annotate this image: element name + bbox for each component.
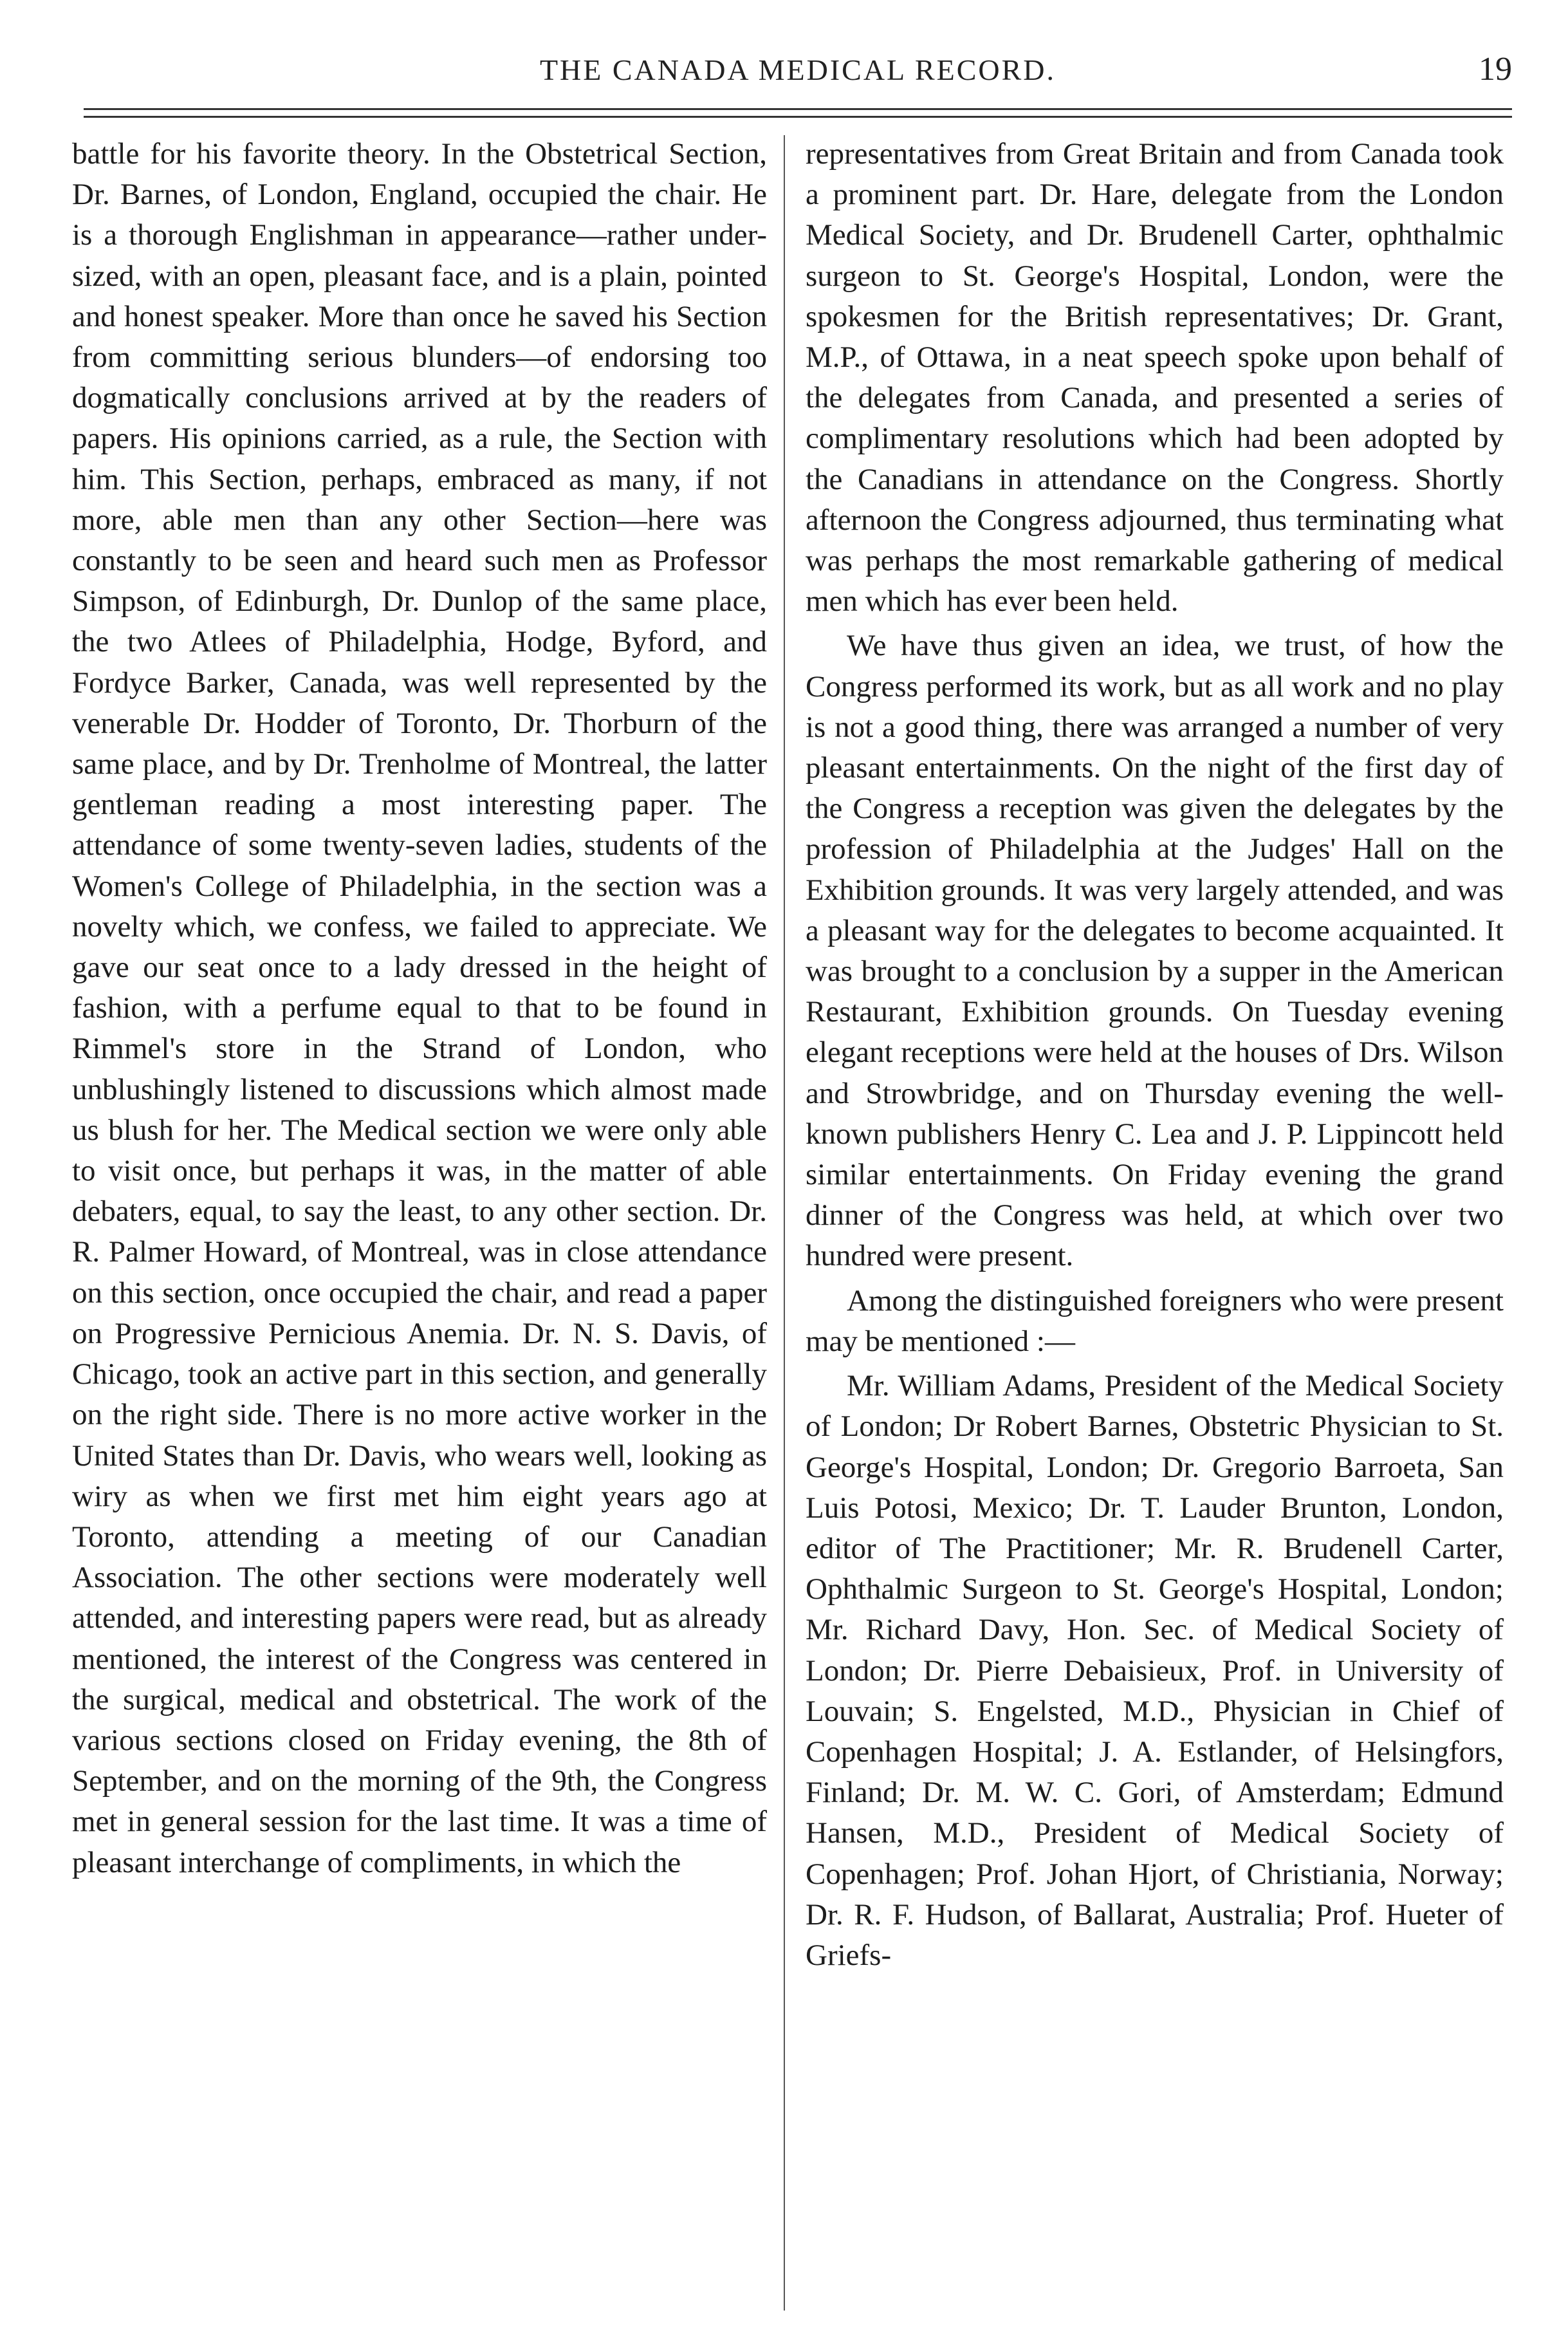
page-header	[84, 45, 1512, 97]
header-rule-top	[84, 108, 1512, 110]
column-divider	[784, 135, 785, 2311]
right-paragraph-3: Among the distinguished foreigners who were present may be mentioned :—	[806, 1283, 1504, 1358]
left-paragraph-1: battle for his favorite theory. In the Obstetrical Section, Dr. Barnes, of London, England, occupied the chair. He is a thorough Englishman in appearance—rather under-sized, with an open, pleasant face, and is a plain, pointed and honest speaker. More than once he saved his Section from committing serious blunders—of endorsing too dogmatically conclusions arrived at by the readers of papers. His opinions carried, as a rule, the Section with him. This Section, perhaps, embraced as many, if not more, able men than any other Section—here was constantly to be seen and heard such men as Professor Simpson, of Edinburgh, Dr. Dunlop of the same place, the two Atlees of Philadelphia, Hodge, Byford, and Fordyce Barker, Canada, was well represented by the venerable Dr. Hodder of Toronto, Dr. Thorburn of the same place, and by Dr. Trenholme of Montreal, the latter gentleman reading a most interesting paper. The attendance of some twenty-seven ladies, students of the Women's College of Philadelphia, in the section was a novelty which, we confess, we failed to appreciate. We gave our seat once to a lady dressed in the height of fashion, with a perfume equal to that to be found in Rimmel's store in the Strand of London, who unblushingly listened to discussions which almost made us blush for her. The Medical section we were only able to visit once, but perhaps it was, in the matter of able debaters, equal, to say the least, to any other section. Dr. R. Palmer Howard, of Montreal, was in close attendance on this section, once occupied the chair, and read a paper on Progressive Pernicious Anemia. Dr. N. S. Davis, of Chicago, took an active part in this section, and generally on the right side. There is no more active worker in the United States than Dr. Davis, who wears well, looking as wiry as when we first met him eight years ago at Toronto, attending a meeting of our Canadian Association. The other sections were moderately well attended, and interesting papers were read, but as already mentioned, the interest of the Congress was centered in the surgical, medical and obstetrical. The work of the various sections closed on Friday evening, the 8th of September, and on the morning of the 9th, the Congress met in general session for the last time. It was a time of pleasant interchange of compliments, in which the	[72, 137, 767, 1879]
right-paragraph-2: We have thus given an idea, we trust, of how the Congress performed its work, but as all work and no play is not a good thing, there was arranged a number of very pleasant entertainments. On the night of the first day of the Congress a reception was given the delegates by the profession of Philadelphia at the Judges' Hall on the Exhibition grounds. It was very largely attended, and was a pleasant way for the delegates to become acquainted. It was brought to a conclusion by a supper in the American Restaurant, Exhibition grounds. On Tuesday evening elegant receptions were held at the houses of Drs. Wilson and Strowbridge, and on Thursday evening the well-known publishers Henry C. Lea and J. P. Lippincott held similar entertainments. On Friday evening the grand dinner of the Congress was held, at which over two hundred were present.	[806, 629, 1504, 1273]
right-column	[806, 134, 1504, 1976]
running-title: THE CANADA MEDICAL RECORD.	[539, 53, 1056, 86]
left-column	[72, 134, 767, 1883]
page-number: 19	[1479, 51, 1512, 88]
right-paragraph-1: representatives from Great Britain and from Canada took a prominent part. Dr. Hare, delegate from the London Medical Society, and Dr. Brudenell Carter, ophthalmic surgeon to St. George's Hospital, London, were the spokesmen for the British representatives; Dr. Grant, M.P., of Ottawa, in a neat speech spoke upon behalf of the delegates from Canada, and presented a series of complimentary resolutions which had been adopted by the Canadians in attendance on the Congress. Shortly afternoon the Congress adjourned, thus terminating what was perhaps the most remarkable gathering of medical men which has ever been held.	[806, 137, 1504, 619]
header-rule-bottom	[84, 116, 1512, 118]
right-paragraph-4: Mr. William Adams, President of the Medical Society of London; Dr Robert Barnes, Obstetric Physician to St. George's Hospital, London; Dr. Gregorio Barroeta, San Luis Potosi, Mexico; Dr. T. Lauder Brunton, London, editor of The Practitioner; Mr. R. Brudenell Carter, Ophthalmic Surgeon to St. George's Hospital, London; Mr. Richard Davy, Hon. Sec. of Medical Society of London; Dr. Pierre Debaisieux, Prof. in University of Louvain; S. Engelsted, M.D., Physician in Chief of Copenhagen Hospital; J. A. Estlander, of Helsingfors, Finland; Dr. M. W. C. Gori, of Amsterdam; Edmund Hansen, M.D., President of Medical Society of Copenhagen; Prof. Johan Hjort, of Christiania, Norway; Dr. R. F. Hudson, of Ballarat, Australia; Prof. Hueter of Griefs-	[806, 1369, 1504, 1972]
